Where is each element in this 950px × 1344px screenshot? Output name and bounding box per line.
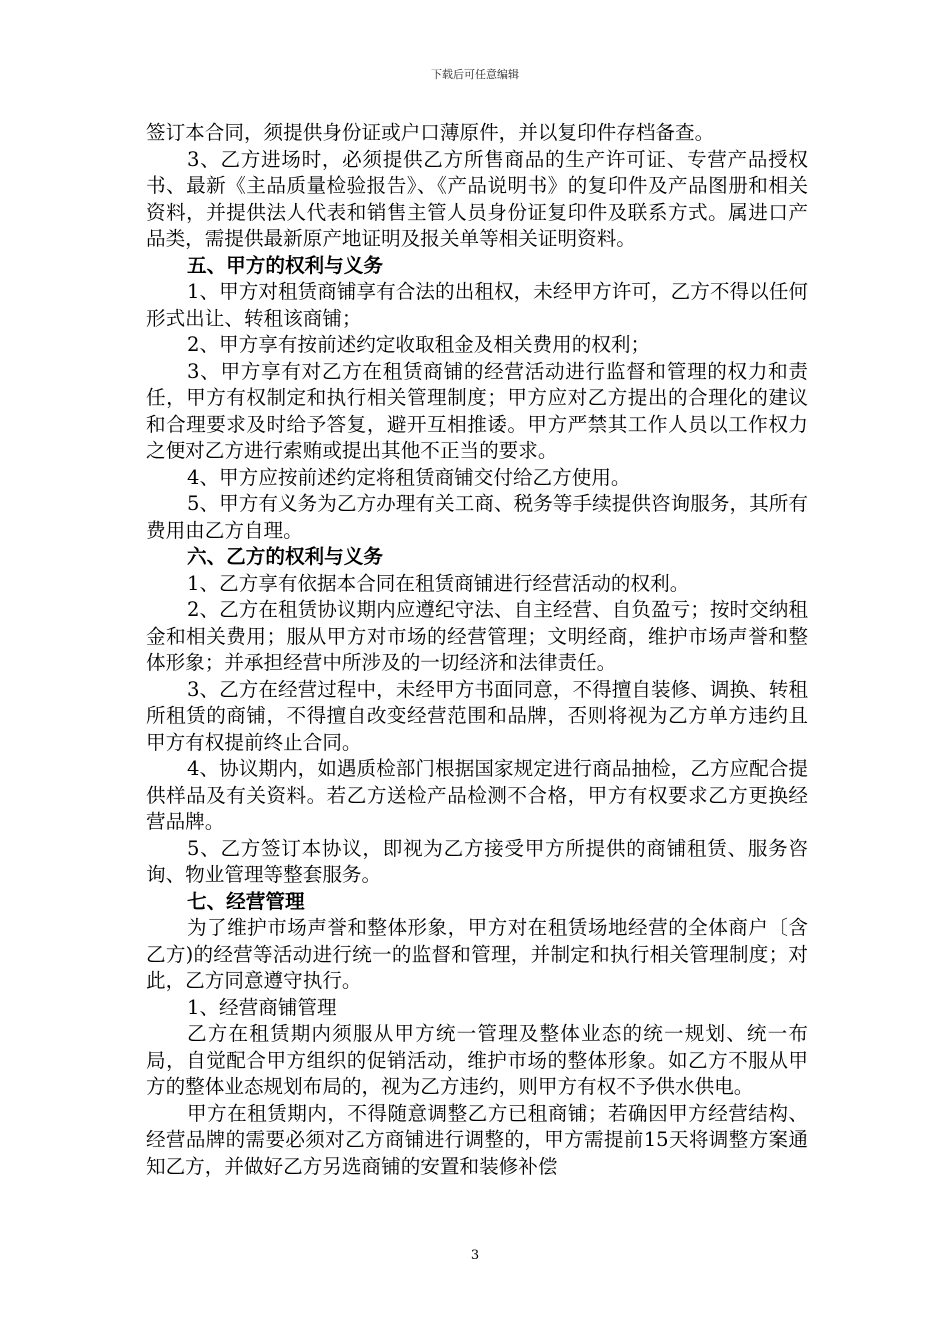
paragraph: 2、乙方在租赁协议期内应遵纪守法、自主经营、自负盈亏；按时交纳租金和相关费用；服从甲方对市场的经营管理；文明经商，维护市场声誉和整体形象；并承担经营中所涉及的一切经济和法律责任。 bbox=[146, 598, 808, 674]
paragraph: 5、甲方有义务为乙方办理有关工商、税务等手续提供咨询服务，其所有费用由乙方自理。 bbox=[146, 492, 808, 542]
paragraph: 1、甲方对租赁商铺享有合法的出租权，未经甲方许可，乙方不得以任何形式出让、转租该商铺； bbox=[146, 280, 808, 330]
paragraph: 2、甲方享有按前述约定收取租金及相关费用的权利； bbox=[187, 333, 651, 356]
paragraph: 3、乙方在经营过程中，未经甲方书面同意，不得擅自装修、调换、转租所租赁的商铺，不得擅自改变经营范围和品牌，否则将视为乙方单方违约且甲方有权提前终止合同。 bbox=[146, 677, 808, 754]
paragraph: 为了维护市场声誉和整体形象，甲方对在租赁场地经营的全体商户〔含乙方)的经营等活动进行统一的监督和管理，并制定和执行相关管理制度；对此，乙方同意遵守执行。 bbox=[146, 916, 808, 992]
paragraph: 签订本合同，须提供身份证或户口薄原件，并以复印件存档备查。 bbox=[146, 121, 715, 144]
subsection-heading: 1、经营商铺管理 bbox=[187, 995, 337, 1019]
document-body bbox=[146, 120, 808, 1180]
paragraph: 甲方在租赁期内，不得随意调整乙方已租商铺；若确因甲方经营结构、经营品牌的需要必须对乙方商铺进行调整的，甲方需提前15天将调整方案通知乙方，并做好乙方另选商铺的安置和装修补偿 bbox=[146, 1101, 808, 1178]
paragraph: 3、甲方享有对乙方在租赁商铺的经营活动进行监督和管理的权力和责任，甲方有权制定和执行相关管理制度；甲方应对乙方提出的合理化的建议和合理要求及时给予答复，避开互相推诿。甲方严禁其工作人员以工作权力之便对乙方进行索贿或提出其他不正当的要求。 bbox=[146, 359, 808, 462]
paragraph: 5、乙方签订本协议，即视为乙方接受甲方所提供的商铺租赁、服务咨询、物业管理等整套服务。 bbox=[146, 836, 808, 886]
section-heading: 七、经营管理 bbox=[187, 889, 305, 913]
paragraph: 3、乙方进场时，必须提供乙方所售商品的生产许可证、专营产品授权书、最新《主品质量检验报告》、《产品说明书》的复印件及产品图册和相关资料，并提供法人代表和销售主管人员身份证复印件及联系方式。属进口产品类，需提供最新原产地证明及报关单等相关证明资料。 bbox=[146, 147, 808, 250]
paragraph: 4、协议期内，如遇质检部门根据国家规定进行商品抽检，乙方应配合提供样品及有关资料。若乙方送检产品检测不合格，甲方有权要求乙方更换经营品牌。 bbox=[146, 757, 808, 833]
section-heading: 五、甲方的权利与义务 bbox=[187, 253, 383, 277]
page-number: 3 bbox=[470, 1248, 480, 1263]
section-heading: 六、乙方的权利与义务 bbox=[187, 545, 383, 568]
paragraph: 1、乙方享有依据本合同在租赁商铺进行经营活动的权利。 bbox=[187, 571, 690, 595]
paragraph: 乙方在租赁期内须服从甲方统一管理及整体业态的统一规划、统一布局，自觉配合甲方组织的促销活动，维护市场的整体形象。如乙方不服从甲方的整体业态规划布局的，视为乙方违约，则甲方有权不予供水供电。 bbox=[146, 1022, 808, 1098]
page-header: 下载后可任意编辑 bbox=[431, 68, 519, 81]
paragraph: 4、甲方应按前述约定将租赁商铺交付给乙方使用。 bbox=[187, 465, 631, 489]
